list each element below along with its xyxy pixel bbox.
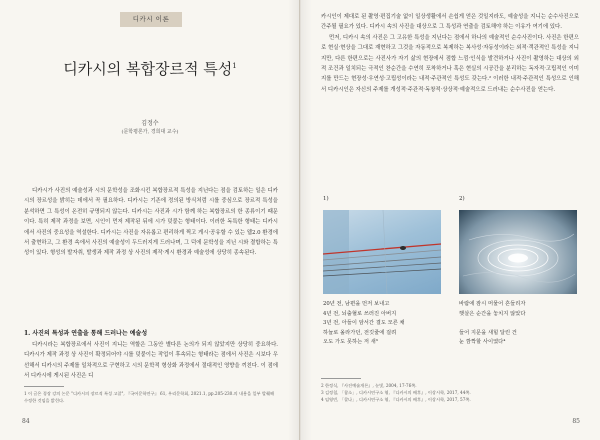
caption-line: 20년 전, 남편을 먼저 보내고 [323,301,390,307]
footnote: 4 임영빈, 「찰나」, 디카시연구소 엮, 『디카시의 배후』, 이상시학, 2017, 57쪽. [321,397,471,402]
caption-line: 4년 전, 뇌출혈로 쓰러진 아버지 [323,310,397,317]
caption-line: 햇살은 순간을 놓치지 않았다 [459,310,526,317]
footnote: 3 김정철, 「참소」, 디카시연구소 엮, 『디카시의 배후』, 이상시학, 2017, 44쪽. [321,390,471,395]
caption-line [459,319,577,329]
figure-caption [459,300,577,348]
right-page [301,0,600,440]
footnotes [321,382,579,403]
footnote-divider [321,378,361,379]
section-tag: 디카시 이론 [120,12,182,27]
caption-line: 눈 깜짝할 사이였다⁴ [459,339,506,346]
section-subheading: 1. 사진의 특성과 연출을 통해 드러나는 예술성 [24,330,148,337]
left-body-text [24,186,278,259]
footnote: 1 이 글은 경장 강의 논문 "디카시의 장르적 특성 고찰", 『국어문학연구』 61, 우리문학회, 2021.1, pp.205-230.의 내용을 일부 발췌해 수정한 것임을 밝힌다. [24,391,275,403]
author-affiliation: (문학평론가, 경희대 교수) [121,129,179,135]
title-footnote-marker[interactable]: 1 [232,62,237,70]
caption-line: 3년 전, 아들이 암서간 결도 모른 채 [323,320,405,327]
caption-line: 하늘로 올라가던, 전깃줄에 걸려 [323,329,397,336]
right-body-text [321,12,579,95]
author-name: 김정수 [141,120,159,127]
article-title [0,58,300,79]
body-paragraph: 카시인이 제대로 된 촬영·편집기술 없이 일상생활에서 손쉽게 얻은 것일지라도, 예술성을 지니는 순수사진으로 간주될 필요가 있다. 디카시 속의 사진을 대상으로 그 특성과 연출을 검토해야 하는 이유가 여기에 있다. [321,14,579,31]
figure-caption [323,300,441,348]
body-paragraph: 먼저, 디카시 속의 사진은 그 고유한 특성을 지닌다는 점에서 하나의 예술적인 순수사진이다. 사진은 한편으로 현실·현상을 그대로 재현하고 그것을 자동적으로 복제하는 복사성·자동성이라는 외적·객관적인 특성을 지니지만, 다른 한편으로는 사진사가 자기 삶의 현장에서 점합 느낌·인식을 발견하거나 사진이 촬영하는 대상의 외적 조건과 일치되는 극적인 찬순간을 수연히 포착하거나 혹은 현실의 시공간을 분리하는 독자적·고립적인 이미지를 만드는 현장성·우연성·고립성이라는 내적·주관적인 특성도 갖는다.² 이러한 내적·주관적인 특성으로 인해서 디카시인은 자신의 주제를 개성적·주관적·독창적·상상적·예술적으로 드러내는 순수사진을 얻는다. [321,34,579,93]
page-number: 85 [572,418,580,425]
figure-photo-wires-bird [323,210,441,294]
article-title-text: 디카시의 복합장르적 특성 [63,60,233,78]
figure-number: 1) [323,196,329,202]
footnote: 2 한정식, 『사진예술개론』, 눈빛, 2004, 17-76쪽. [321,383,417,388]
caption-line: 오도 가도 못하는 저 새³ [323,339,378,346]
figure-number: 2) [459,196,465,202]
footnote-divider [24,386,64,387]
figure-photo-ripple [459,210,577,294]
caption-line: 바람에 잠시 머물어 흔들리자 [459,301,526,307]
body-paragraph: 디카시라는 복합장르에서 사진이 지니는 역할은 그동안 별다른 논의가 되지 않았지만 상당히 중요하다. 디카시가 제작 과정 상 사진이 확정되어야 시를 덧붙이는 작업이 후속되는 형태라는 점에서 사진은 시보다 우선해서 디카시의 주제를 일차적으로 구현하고 시의 문학적 형상화 과정에서 절대적인 영향을 끼친다. 이 점에서 디카시에 게시된 사진은 디 [24,342,278,380]
page-number: 84 [22,418,30,425]
caption-line: 들어 지문을 새힐 달린 건 [459,329,517,336]
body-paragraph: 디카시가 사진의 예술성과 시의 문학성을 조화시킨 복합장르적 특성을 지닌다는 점을 검토하는 일은 디카시의 장르성을 밝히는 데에서 꼭 필요하다. 디카시는 기존에 정의된 방식처럼 시를 중심으로 장르적 특성을 분석하면 그 특성이 온전히 규명되지 않는다. 디카시는 사진과 시가 함께 하는 복합장르의 한 종류이기 때문이다. 특히 제작 과정을 보면, 시인이 먼저 제작된 뒤에 시가 덧붙는 형태이다. 이러한 독특한 형태는 디카시에서 사진의 중요성을 역설한다. 디카시는 사진을 자유롭고 편리하게 찍고 게시·공유할 수 있는 웹2.0 환경에서 출현하고, 그 환경 속에서 사진의 예술성이 두드러지게 드러나며, 그 덕에 문학성을 지닌 시와 결합하는 특성이 있다. 형성의 발자취, 발생과 제작 과정 상 사진의 제작·게시 환경과 예술성에 상당히 종속된다. [24,188,278,257]
left-body-text-2 [24,340,278,382]
